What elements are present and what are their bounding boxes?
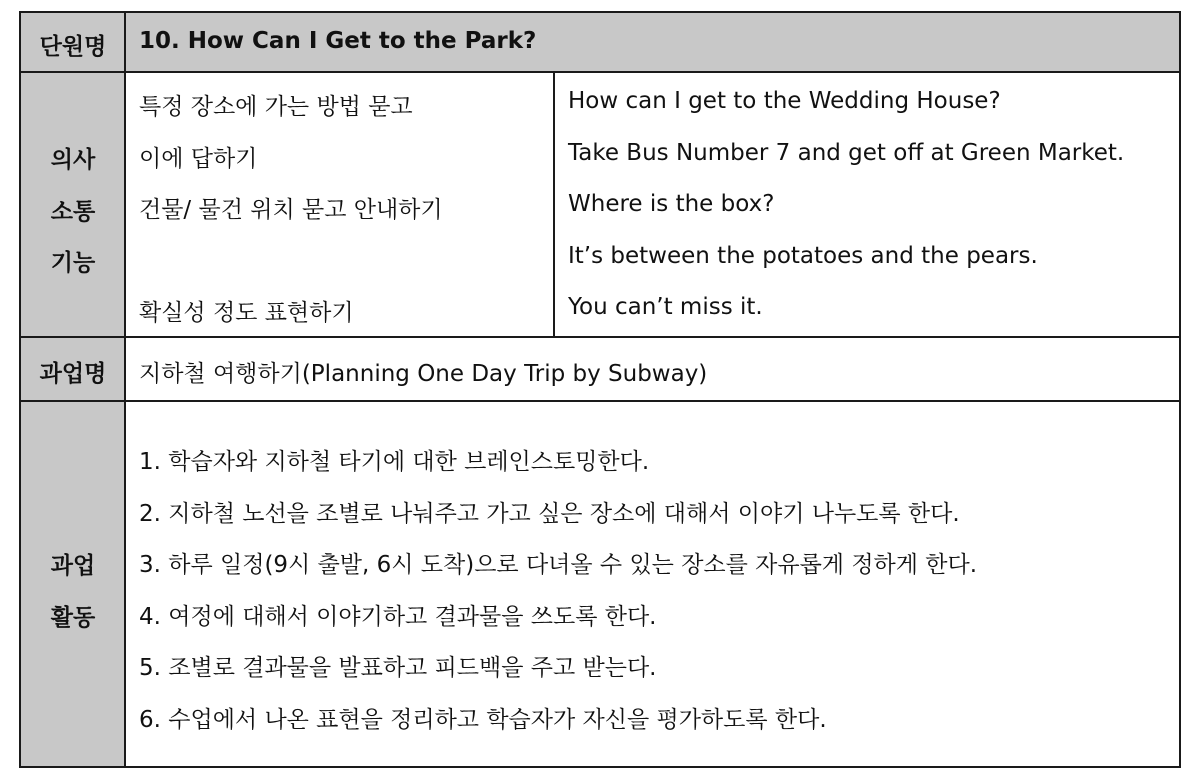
expression-item: Where is the box? bbox=[568, 191, 775, 217]
expression-item: How can I get to the Wedding House? bbox=[568, 88, 1001, 114]
activity-item: 5. 조별로 결과물을 발표하고 피드백을 주고 받는다. bbox=[139, 655, 657, 681]
label-column-bg bbox=[21, 71, 125, 766]
unit-title: 10. How Can I Get to the Park? bbox=[139, 28, 537, 54]
communication-label-line: 의사 bbox=[50, 147, 96, 173]
activity-item: 6. 수업에서 나온 표현을 정리하고 학습자가 자신을 평가하도록 한다. bbox=[139, 707, 827, 733]
row-divider bbox=[21, 400, 1179, 402]
row-divider bbox=[21, 71, 1179, 73]
activity-item: 4. 여정에 대해서 이야기하고 결과물을 쓰도록 한다. bbox=[139, 604, 657, 630]
function-item: 이에 답하기 bbox=[139, 146, 258, 172]
task-title: 지하철 여행하기(Planning One Day Trip by Subway) bbox=[139, 361, 708, 387]
activity-item: 1. 학습자와 지하철 타기에 대한 브레인스토밍한다. bbox=[139, 449, 650, 475]
activity-item: 2. 지하철 노선을 조별로 나눠주고 가고 싶은 장소에 대해서 이야기 나누도록 한다. bbox=[139, 501, 960, 527]
expression-item: Take Bus Number 7 and get off at Green Market. bbox=[568, 140, 1125, 166]
activities-label-line: 활동 bbox=[50, 605, 96, 631]
column-divider bbox=[553, 72, 555, 337]
function-item: 확실성 정도 표현하기 bbox=[139, 300, 354, 326]
function-item: 특정 장소에 가는 방법 묻고 bbox=[139, 94, 413, 120]
row-divider bbox=[21, 336, 1179, 338]
communication-label-line: 소통 bbox=[50, 199, 96, 225]
column-divider bbox=[124, 13, 126, 766]
expression-item: It’s between the potatoes and the pears. bbox=[568, 243, 1038, 269]
unit-label: 단원명 bbox=[39, 34, 107, 60]
activities-label-line: 과업 bbox=[50, 553, 96, 579]
function-item: 건물/ 물건 위치 묻고 안내하기 bbox=[139, 197, 443, 223]
lesson-plan-table bbox=[19, 11, 1181, 768]
expression-item: You can’t miss it. bbox=[568, 294, 763, 320]
task-label: 과업명 bbox=[39, 361, 107, 387]
communication-label-line: 기능 bbox=[50, 250, 96, 276]
activity-item: 3. 하루 일정(9시 출발, 6시 도착)으로 다녀올 수 있는 장소를 자유롭게 정하게 한다. bbox=[139, 552, 978, 578]
